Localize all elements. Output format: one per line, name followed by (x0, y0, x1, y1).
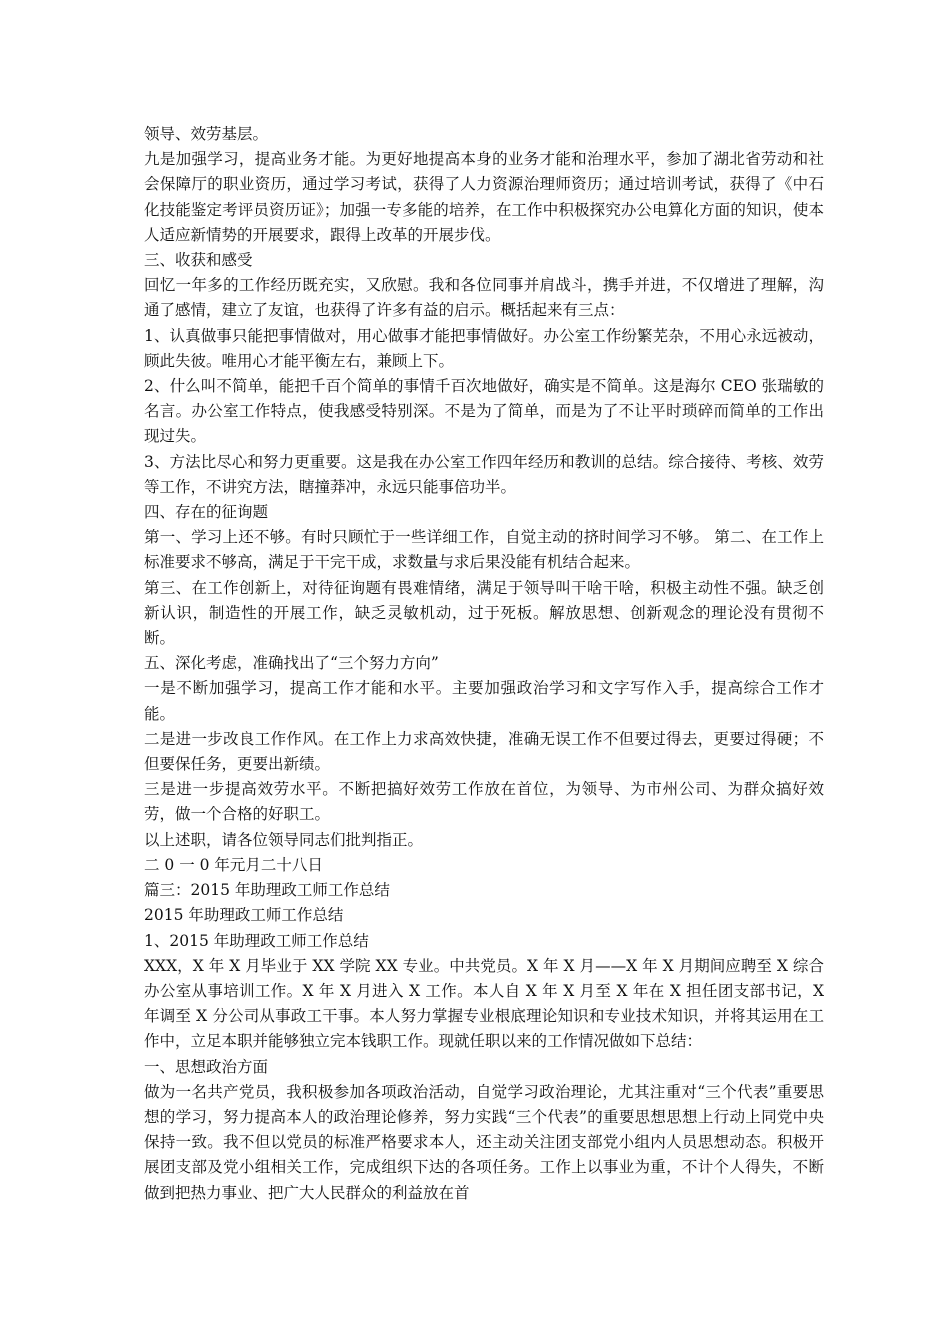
paragraph: XXX，X 年 X 月毕业于 XX 学院 XX 专业。中共党员。X 年 X 月——X 年 X 月期间应聘至 X 综合办公室从事培训工作。X 年 X 月进入 X 工作。本人自 X 年 X 月至 X 年在 X 担任团支部书记，X 年调至 X 分公司从事政工干事。本人努力掌握专业根底理论知识和专业技术知识，并将其运用在工作中，立足本职并能够独立完本钱职工作。现就任职以来的工作情况做如下总结： (144, 956, 824, 1051)
section-heading: 五、深化考虑，准确找出了“三个努力方向” (144, 654, 439, 673)
list-item: 2、什么叫不简单，能把千百个简单的事情千百次地做好，确实是不简单。这是海尔 CEO 张瑞敏的名言。办公室工作特点，使我感受特别深。不是为了简单，而是为了不让平时琐碎而简单的工作出现过失。 (144, 377, 824, 446)
list-item: 3、方法比尽心和努力更重要。这是我在办公室工作四年经历和教训的总结。综合接待、考核、效劳等工作，不讲究方法，瞎撞莽冲，永远只能事倍功半。 (144, 452, 824, 496)
paragraph: 二是进一步改良工作作风。在工作上力求高效快捷，准确无误工作不但要过得去，更要过得硬；不但要保任务，更要出新绩。 (144, 729, 824, 774)
paragraph: 九是加强学习，提高业务才能。为更好地提高本身的业务才能和治理水平，参加了湖北省劳动和社会保障厅的职业资历，通过学习考试，获得了人力资源治理师资历；通过培训考试，获得了《中石化技能鉴定考评员资历证》；加强一专多能的培养，在工作中积极探究办公电算化方面的知识，使本人适应新情势的开展要求，跟得上改革的开展步伐。 (144, 150, 824, 244)
date-line: 二 0 一 0 年元月二十八日 (144, 855, 323, 874)
paragraph: 三是进一步提高效劳水平。不断把搞好效劳工作放在首位，为领导、为市州公司、为群众搞好效劳，做一个合格的好职工。 (144, 780, 824, 824)
paragraph: 第一、学习上还不够。有时只顾忙于一些详细工作，自觉主动的挤时间学习不够。 第二、在工作上标准要求不够高，满足于干完干成，求数量与求后果没能有机结合起来。 (144, 528, 824, 572)
paragraph: 回忆一年多的工作经历既充实，又欣慰。我和各位同事并肩战斗，携手并进，不仅增进了理解，沟通了感情，建立了友谊，也获得了许多有益的启示。概括起来有三点： (144, 276, 824, 320)
subtitle: 1、2015 年助理政工师工作总结 (144, 931, 369, 950)
section-heading: 三、收获和感受 (144, 251, 253, 270)
document-title: 2015 年助理政工师工作总结 (144, 906, 344, 925)
document-page (144, 122, 824, 1206)
paragraph: 领导、效劳基层。 (144, 125, 269, 143)
paragraph: 第三、在工作创新上，对待征询题有畏难情绪，满足于领导叫干啥干啥，积极主动性不强。缺乏创新认识，制造性的开展工作，缺乏灵敏机动，过于死板。解放思想、创新观念的理论没有贯彻不断。 (144, 578, 824, 648)
paragraph: 做为一名共产党员，我积极参加各项政治活动，自觉学习政治理论，尤其注重对“三个代表”重要思想的学习，努力提高本人的政治理论修养，努力实践“三个代表”的重要思想思想上行动上同党中央保持一致。我不但以党员的标准严格要求本人，还主动关注团支部党小组内人员思想动态。积极开展团支部及党小组相关工作，完成组织下达的各项任务。工作上以事业为重，不计个人得失，不断做到把热力事业、把广大人民群众的利益放在首 (144, 1082, 824, 1202)
list-item: 1、认真做事只能把事情做对，用心做事才能把事情做好。办公室工作纷繁芜杂，不用心永远被动，顾此失彼。唯用心才能平衡左右，兼顾上下。 (144, 326, 824, 370)
chapter-title: 篇三：2015 年助理政工师工作总结 (144, 881, 390, 900)
paragraph: 以上述职，请各位领导同志们批判指正。 (144, 830, 424, 849)
paragraph: 一是不断加强学习，提高工作才能和水平。主要加强政治学习和文字写作入手，提高综合工作才能。 (144, 679, 824, 723)
section-heading: 四、存在的征询题 (144, 503, 269, 522)
section-heading: 一、思想政治方面 (144, 1057, 269, 1076)
